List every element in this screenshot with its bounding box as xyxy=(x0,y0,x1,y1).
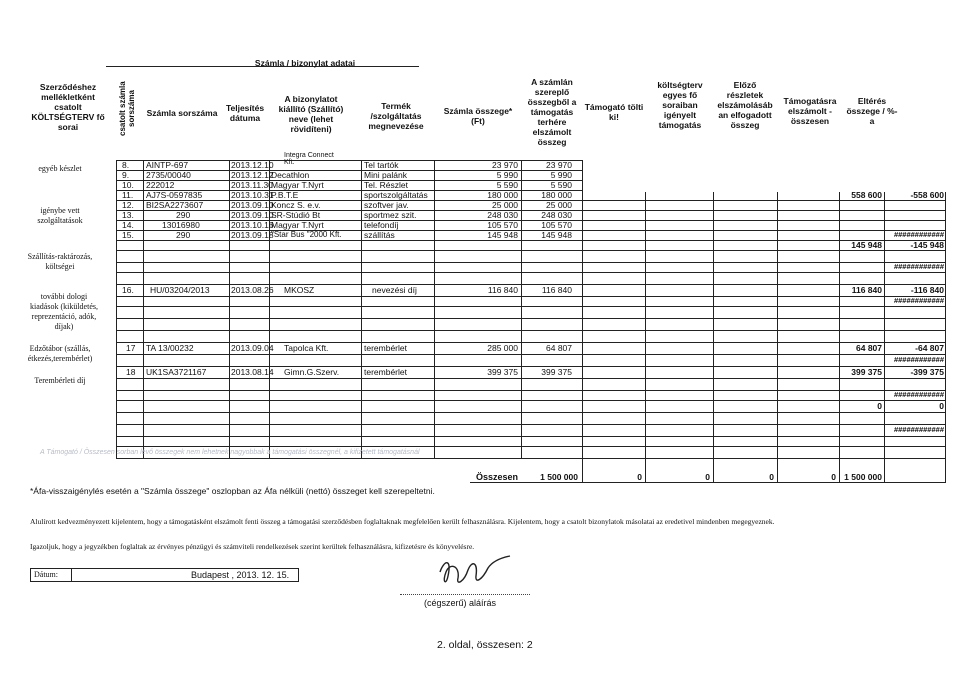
declaration-text: Alulírott kedvezményezett kijelentem, hogy a támogatásként elszámolt fenti összeg a támogatási szerződésben foglaltaknak megfelelően került felhasználásra. Kijelentem, hogy a csatolt bizonylatok másolatai az eredetivel mindenben megegyeznek. xyxy=(30,517,775,526)
handwritten-signature xyxy=(430,552,550,592)
product: Mini palánk xyxy=(364,170,407,180)
product: Tel tartók xyxy=(364,160,399,170)
product: sportmez szit. xyxy=(364,210,417,220)
date-label: Dátum: xyxy=(34,570,58,579)
amount: 248 030 xyxy=(487,210,518,220)
overflow-value: ############ xyxy=(893,230,944,239)
completion-date: 2013.10.31 xyxy=(231,190,274,200)
header-amount: Számla összege* (Ft) xyxy=(443,106,513,126)
completion-date: 2013.09.04 xyxy=(231,343,274,353)
amount: 285 000 xyxy=(487,343,518,353)
total-accounted: 0 xyxy=(831,472,836,482)
page-number: 2. oldal, összesen: 2 xyxy=(437,639,533,651)
subsidy-share: 248 030 xyxy=(541,210,572,220)
amount: 145 948 xyxy=(487,230,518,240)
supplier: Koncz S. e.v. xyxy=(271,200,321,210)
table-header xyxy=(0,0,960,160)
header-diff: Eltérés összege / %- a xyxy=(846,96,898,126)
difference-value: 0 xyxy=(939,401,944,411)
subsidy-share: 64 807 xyxy=(546,343,572,353)
completion-date: 2013.12.10 xyxy=(231,160,274,170)
row-number: 9. xyxy=(122,170,130,180)
invoice-no: 222012 xyxy=(146,180,175,190)
product: szoftver jav. xyxy=(364,200,409,210)
header-group-title: Számla / bizonylat adatai xyxy=(254,58,356,68)
overflow-value: ############ xyxy=(893,296,944,305)
header-attached: csatolt számla sorszáma xyxy=(118,81,136,137)
invoice-no: 2735/00040 xyxy=(146,170,191,180)
difference-value: -558 600 xyxy=(910,190,944,200)
invoice-no: AINTP-697 xyxy=(146,160,189,170)
header-accounted: Támogatásra elszámolt - összesen xyxy=(783,96,837,126)
total-difference: 1 500 000 xyxy=(844,472,882,482)
subsidy-share: 5 590 xyxy=(550,180,572,190)
row-number: 16. xyxy=(122,285,134,295)
totals-label: Összesen xyxy=(476,472,519,482)
amount: 399 375 xyxy=(487,367,518,377)
subsidy-share: 105 570 xyxy=(541,220,572,230)
header-previous: Előző részletek elszámolásáb an elfogadott összeg xyxy=(717,80,773,130)
invoice-no: AJ7S-0597835 xyxy=(146,190,203,200)
row-number: 15. xyxy=(122,230,134,240)
vat-footnote: *Áfa-visszaigénylés esetén a "Számla összege" oszlopban az Áfa nélküli (nettó) összeget kell szerepeltetni. xyxy=(30,486,435,496)
signature-label: (cégszerű) aláírás xyxy=(424,598,497,608)
supplier: Gimn.G.Szerv. xyxy=(284,367,340,377)
product: szállítás xyxy=(364,230,395,240)
row-number: 14. xyxy=(122,220,134,230)
product: telefondíj xyxy=(364,220,399,230)
supplier: P.B.T.E xyxy=(271,190,299,200)
accounted-value: 399 375 xyxy=(851,367,882,377)
completion-date: 2013.12.12 xyxy=(231,170,274,180)
category-edzotabor: Edzőtábor (szállás, étkezés,terembérlet) xyxy=(27,344,93,363)
difference-value: -116 840 xyxy=(910,285,944,295)
invoice-no: 13016980 xyxy=(162,220,200,230)
total-costplan: 0 xyxy=(705,472,710,482)
total-previous: 0 xyxy=(769,472,774,482)
invoice-no: 290 xyxy=(176,230,191,240)
supplier: MKOSZ xyxy=(284,285,315,295)
date-box xyxy=(30,568,299,582)
row-number: 10. xyxy=(122,180,134,190)
header-contract: Szerződéshez mellékletként csatolt KÖLTSÉGTERV fő sorai xyxy=(31,82,105,132)
total-subsidy-share: 1 500 000 xyxy=(540,472,578,482)
header-invoice-no: Számla sorszáma xyxy=(146,108,218,118)
row-number: 11. xyxy=(122,190,134,200)
header-subsidy-share: A számlán szereplő összegből a támogatás terhére elszámolt összeg xyxy=(527,77,577,147)
accounted-value: 64 807 xyxy=(856,343,882,353)
subsidy-share: 116 840 xyxy=(541,285,572,295)
amount: 25 000 xyxy=(492,200,518,210)
amount: 23 970 xyxy=(492,160,518,170)
header-product: Termék /szolgáltatás megnevezése xyxy=(368,101,424,131)
subsidy-share: 399 375 xyxy=(541,367,572,377)
header-supplier: A bizonylatot kiállító (Szállító) neve (lehet rövidíteni) xyxy=(278,94,344,134)
invoice-no: HU/03204/2013 xyxy=(150,285,210,295)
subsidy-share: 180 000 xyxy=(541,190,572,200)
subsidy-share: 25 000 xyxy=(546,200,572,210)
supplier: Decathlon xyxy=(271,170,310,180)
header-fill: Támogató tölti ki! xyxy=(584,102,644,122)
accounted-value: 145 948 xyxy=(851,240,882,250)
product: Tel. Részlet xyxy=(364,180,408,190)
header-costplan: költségterv egyes fő soraiban igényelt támogatás xyxy=(657,80,703,130)
amount: 5 990 xyxy=(496,170,518,180)
signature-line xyxy=(400,594,530,595)
supplier: "Star Bus "2000 Kft. xyxy=(271,230,342,239)
category-szallitas: Szállítás-raktározás, költségei xyxy=(27,252,93,271)
supplier: Tapolca Kft. xyxy=(284,343,329,353)
invoice-no: 290 xyxy=(176,210,191,220)
accounted-value: 558 600 xyxy=(851,190,882,200)
completion-date: 2013.08.26 xyxy=(231,285,274,295)
invoice-no: BI2SA2273607 xyxy=(146,200,204,210)
row-number: 17 xyxy=(126,343,136,353)
row-number: 13. xyxy=(122,210,134,220)
header-completion: Teljesítés dátuma xyxy=(225,103,265,123)
accounted-value: 0 xyxy=(877,401,882,411)
completion-date: 2013.11.30 xyxy=(231,180,273,190)
difference-value: -399 375 xyxy=(910,367,944,377)
product: terembérlet xyxy=(364,367,407,377)
amount: 180 000 xyxy=(487,190,518,200)
subsidy-share: 145 948 xyxy=(541,230,572,240)
difference-value: -145 948 xyxy=(910,240,944,250)
overflow-value: ############ xyxy=(893,262,944,271)
invoice-no: TA 13/00232 xyxy=(146,343,194,353)
supplier: Magyar T.Nyrt xyxy=(271,180,324,190)
total-fill: 0 xyxy=(637,472,642,482)
completion-date: 2013.09.10 xyxy=(231,210,274,220)
overflow-value: ############ xyxy=(893,390,944,399)
invoice-no: UK1SA3721167 xyxy=(146,367,207,377)
overflow-value: ############ xyxy=(893,355,944,364)
accounted-value: 116 840 xyxy=(851,285,882,295)
completion-date: 2013.09.18 xyxy=(231,230,274,240)
product: sportszolgáltatás xyxy=(364,190,428,200)
completion-date: 2013.10.16 xyxy=(231,220,274,230)
subsidy-share: 23 970 xyxy=(546,160,572,170)
overflow-value: ############ xyxy=(893,425,944,434)
product: terembérlet xyxy=(364,343,407,353)
faded-instruction-text: A Támogató / Összesen sorban lévő összegek nem lehetnek nagyobbak a támogatási összegnél, a kifizetett támogatásnál xyxy=(40,449,420,456)
amount: 5 590 xyxy=(496,180,518,190)
category-terembérlet: Terembérleti díj xyxy=(34,376,86,385)
category-dologi: további dologi kiadások (kiküldetés, reprezentáció, adók, díjak) xyxy=(30,292,98,331)
amount: 116 840 xyxy=(487,285,518,295)
row-number: 18 xyxy=(126,367,136,377)
date-value: Budapest , 2013. 12. 15. xyxy=(191,570,290,580)
subsidy-share: 5 990 xyxy=(550,170,572,180)
completion-date: 2013.08.14 xyxy=(231,367,274,377)
supplier: SR-Stúdió Bt xyxy=(271,210,321,220)
product: nevezési díj xyxy=(372,285,417,295)
row-number: 12. xyxy=(122,200,134,210)
supplier: Integra Connect Kft. xyxy=(284,152,334,166)
certification-text: Igazoljuk, hogy a jegyzékben foglaltak az érvényes pénzügyi és számviteli rendelkezések szerint kerültek felhasználásra, kifizetésre és könyvelésre. xyxy=(30,542,475,551)
category-igenybe-vett: igénybe vett szolgáltatások xyxy=(37,206,83,225)
amount: 105 570 xyxy=(487,220,518,230)
completion-date: 2013.09.10 xyxy=(231,200,274,210)
row-number: 8. xyxy=(122,160,130,170)
supplier: Magyar T.Nyrt xyxy=(271,220,324,230)
category-egyeb-keszlet: egyéb készlet xyxy=(38,164,82,173)
difference-value: -64 807 xyxy=(915,343,944,353)
